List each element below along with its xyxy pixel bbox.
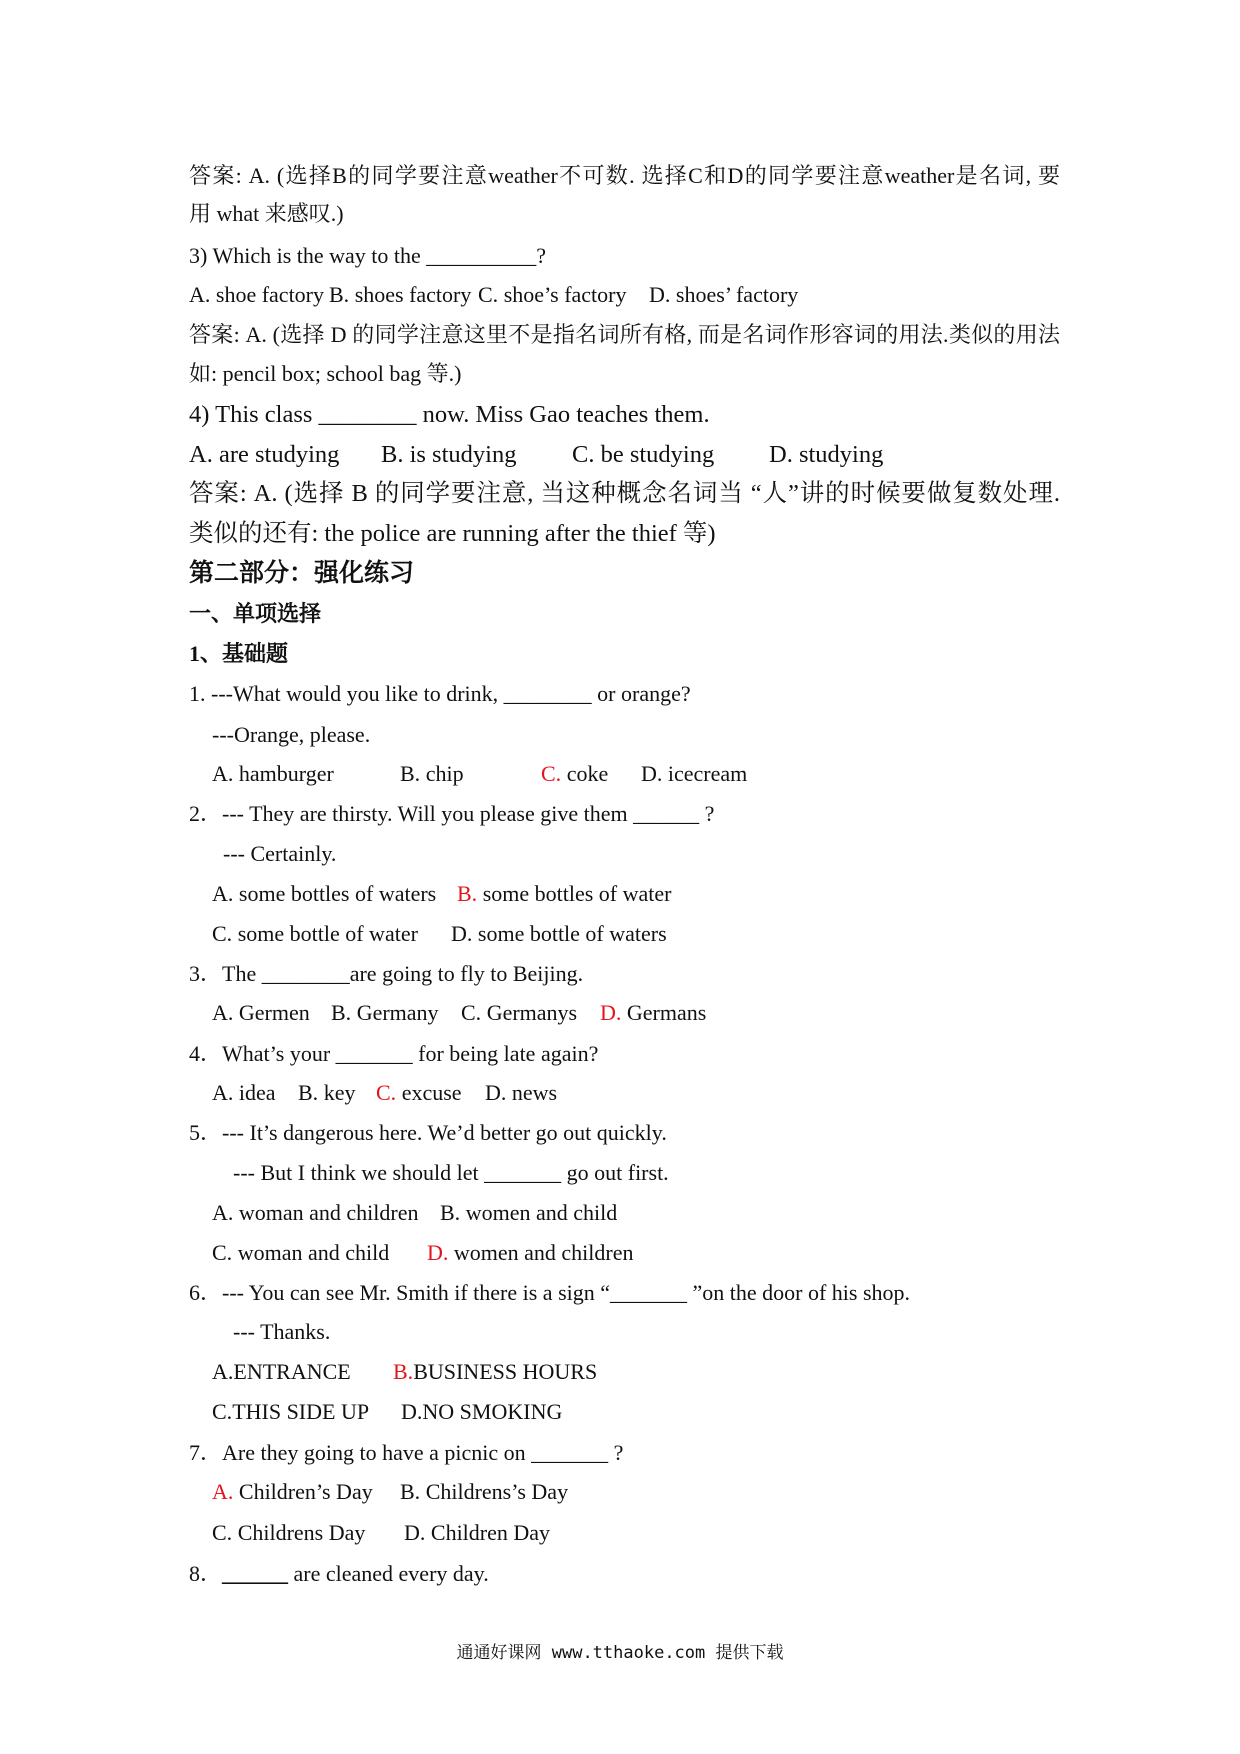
review-question-4 xyxy=(189,395,1060,435)
question-stem: --- You can see Mr. Smith if there is a sign “_______ ”on the door of his shop. xyxy=(222,1280,911,1305)
question-1 xyxy=(189,674,1060,714)
answer-explanation-line xyxy=(189,354,1060,394)
option-d xyxy=(769,435,883,475)
question-5-options-row-1 xyxy=(189,1193,1060,1233)
question-4 xyxy=(189,1034,1060,1074)
dialogue-reply: --- Thanks. xyxy=(233,1319,331,1344)
subsection-heading-text: 1、基础题 xyxy=(189,641,289,666)
option-text: Germans xyxy=(626,1000,707,1025)
option-letter: B. xyxy=(400,761,421,786)
option-letter: D. xyxy=(600,1000,622,1025)
explanation-text: 答案: A. (选择 D 的同学注意这里不是指名词所有格, 而是名词作形容词的用法.类似的用法 xyxy=(189,322,1060,347)
option-letter: A. xyxy=(212,1000,234,1025)
option-b xyxy=(457,874,671,914)
option-d xyxy=(401,1392,562,1432)
question-stem: Which is the way to the __________? xyxy=(212,243,547,268)
question-2-reply xyxy=(189,834,1060,874)
option-letter: B. xyxy=(457,881,478,906)
option-letter: A. xyxy=(212,1200,234,1225)
part-title-text: 第二部分：强化练习 xyxy=(189,560,415,587)
question-stem: --- They are thirsty. Will you please give them ______ ? xyxy=(222,801,715,826)
explanation-text: 如: pencil box; school bag 等.) xyxy=(189,361,462,386)
option-text: Children’s Day xyxy=(238,1479,373,1504)
explanation-text: 答案: A. (选择B的同学要注意weather不可数. 选择C和D的同学要注意weather是名词, 要 xyxy=(189,163,1060,188)
option-text: idea xyxy=(238,1080,276,1105)
answer-explanation-line xyxy=(189,514,1060,554)
option-text: some bottles of water xyxy=(482,881,672,906)
option-letter: C. xyxy=(212,1399,233,1424)
option-c xyxy=(478,275,626,315)
option-text: are studying xyxy=(218,441,340,468)
option-b xyxy=(381,435,516,475)
option-letter: D. xyxy=(401,1399,423,1424)
answer-explanation-line xyxy=(189,156,1060,196)
option-d xyxy=(404,1513,550,1553)
question-number: 7． xyxy=(189,1440,223,1465)
part-title xyxy=(189,554,1060,594)
option-text: some bottle of water xyxy=(237,921,418,946)
option-letter: C. xyxy=(572,441,595,468)
question-5-options-row-2 xyxy=(189,1233,1060,1273)
option-c xyxy=(212,914,418,954)
explanation-text: 用 what 来感叹.) xyxy=(189,201,344,226)
option-letter: B. xyxy=(381,441,404,468)
option-letter: D. xyxy=(427,1240,449,1265)
review-question-3 xyxy=(189,236,1060,276)
question-3-options xyxy=(189,993,1060,1033)
option-text: shoes’ factory xyxy=(675,282,799,307)
option-c xyxy=(572,435,714,475)
option-letter: B. xyxy=(331,1000,352,1025)
option-letter: B. xyxy=(440,1200,461,1225)
question-8 xyxy=(189,1554,1060,1594)
question-7-options-row-1 xyxy=(189,1472,1060,1512)
page-footer xyxy=(0,1633,1240,1673)
option-letter: C. xyxy=(212,1240,233,1265)
option-letter: C. xyxy=(212,1520,233,1545)
section-heading xyxy=(189,594,1060,634)
option-letter: A. xyxy=(212,1359,234,1384)
option-c xyxy=(212,1513,365,1553)
question-2-options-row-1 xyxy=(189,874,1060,914)
option-text: ENTRANCE xyxy=(233,1359,351,1384)
question-number: 8． xyxy=(189,1561,223,1586)
option-c xyxy=(212,1392,369,1432)
question-number: 4． xyxy=(189,1041,223,1066)
option-a xyxy=(212,874,436,914)
option-text: key xyxy=(323,1080,356,1105)
question-7-options-row-2 xyxy=(189,1513,1060,1553)
option-letter: A. xyxy=(212,881,234,906)
answer-explanation-line xyxy=(189,194,1060,234)
option-text: women and child xyxy=(465,1200,618,1225)
option-letter: B. xyxy=(400,1479,421,1504)
explanation-text: 类似的还有: the police are running after the thief 等) xyxy=(189,520,716,547)
option-text: is studying xyxy=(409,441,517,468)
question-number: 2． xyxy=(189,801,223,826)
option-letter: A. xyxy=(212,761,234,786)
option-a xyxy=(212,754,334,794)
review-question-4-options xyxy=(189,435,1060,475)
option-letter: C. xyxy=(541,761,562,786)
option-text: some bottle of waters xyxy=(477,921,667,946)
question-1-options xyxy=(189,754,1060,794)
option-letter: D. xyxy=(641,761,663,786)
answer-explanation-line xyxy=(189,474,1060,514)
section-heading-text: 一、单项选择 xyxy=(189,601,322,626)
explanation-text: 答案: A. (选择 B 的同学要注意, 当这种概念名词当 “人”讲的时候要做复数处理. xyxy=(189,480,1060,507)
option-text: chip xyxy=(425,761,464,786)
question-6-reply xyxy=(189,1312,1060,1352)
question-number: 5． xyxy=(189,1120,223,1145)
question-stem: --- It’s dangerous here. We’d better go out quickly. xyxy=(222,1120,667,1145)
option-c xyxy=(541,754,608,794)
option-d xyxy=(641,754,747,794)
question-number: 1. xyxy=(189,681,206,706)
question-6-options-row-1 xyxy=(189,1352,1060,1392)
option-text: shoe’s factory xyxy=(503,282,627,307)
question-6-options-row-2 xyxy=(189,1392,1060,1432)
question-7 xyxy=(189,1433,1060,1473)
option-d xyxy=(451,914,667,954)
review-question-3-options xyxy=(189,275,1060,315)
question-4-options xyxy=(189,1073,1060,1113)
option-a xyxy=(212,1073,276,1113)
option-letter: D. xyxy=(485,1080,507,1105)
option-text: women and children xyxy=(453,1240,634,1265)
option-b xyxy=(440,1193,617,1233)
option-text: coke xyxy=(566,761,609,786)
option-text: icecream xyxy=(667,761,748,786)
option-a xyxy=(189,275,324,315)
option-b xyxy=(329,275,471,315)
option-d xyxy=(427,1233,634,1273)
option-b xyxy=(298,1073,355,1113)
option-text: some bottles of waters xyxy=(238,881,437,906)
answer-blank: ______ xyxy=(222,1561,289,1586)
question-2-options-row-2 xyxy=(189,914,1060,954)
option-letter: D. xyxy=(451,921,473,946)
question-stem: This class ________ now. Miss Gao teaches them. xyxy=(215,401,710,428)
option-letter: B. xyxy=(329,282,350,307)
dialogue-reply: ---Orange, please. xyxy=(212,722,371,747)
option-a xyxy=(212,1352,351,1392)
option-letter: C. xyxy=(376,1080,397,1105)
option-text: THIS SIDE UP xyxy=(232,1399,370,1424)
option-text: NO SMOKING xyxy=(422,1399,563,1424)
option-letter: A. xyxy=(212,1080,234,1105)
question-number: 3． xyxy=(189,961,223,986)
option-a xyxy=(212,1472,373,1512)
option-letter: D. xyxy=(769,441,793,468)
option-b xyxy=(393,1352,597,1392)
option-b xyxy=(400,1472,568,1512)
option-b xyxy=(331,993,439,1033)
question-stem: The ________are going to fly to Beijing. xyxy=(222,961,584,986)
option-letter: D. xyxy=(649,282,671,307)
option-a xyxy=(212,993,310,1033)
option-text: BUSINESS HOURS xyxy=(413,1359,598,1384)
option-text: Germany xyxy=(356,1000,439,1025)
question-stem: ---What would you like to drink, ________ or orange? xyxy=(211,681,691,706)
dialogue-reply: --- But I think we should let _______ go out first. xyxy=(233,1160,669,1185)
subsection-heading xyxy=(189,634,1060,674)
option-d xyxy=(485,1073,557,1113)
option-text: studying xyxy=(798,441,884,468)
option-text: Children Day xyxy=(430,1520,551,1545)
option-text: hamburger xyxy=(238,761,334,786)
option-b xyxy=(400,754,464,794)
question-stem: are cleaned every day. xyxy=(293,1561,489,1586)
option-text: news xyxy=(511,1080,558,1105)
option-letter: A. xyxy=(189,282,211,307)
option-text: be studying xyxy=(600,441,715,468)
option-text: woman and child xyxy=(237,1240,390,1265)
option-text: Germanys xyxy=(486,1000,578,1025)
option-c xyxy=(212,1233,389,1273)
option-text: excuse xyxy=(401,1080,462,1105)
dialogue-reply: --- Certainly. xyxy=(223,841,337,866)
footer-text: 通通好课网 www.tthaoke.com 提供下载 xyxy=(456,1643,784,1663)
question-3 xyxy=(189,954,1060,994)
option-a xyxy=(189,435,339,475)
option-c xyxy=(461,993,577,1033)
option-letter: C. xyxy=(478,282,499,307)
question-number: 3) xyxy=(189,243,208,268)
option-text: Childrens’s Day xyxy=(425,1479,569,1504)
option-a xyxy=(212,1193,419,1233)
question-5-reply xyxy=(189,1153,1060,1193)
question-1-reply xyxy=(189,715,1060,755)
question-6 xyxy=(189,1273,1060,1313)
option-text: shoe factory xyxy=(215,282,325,307)
option-letter: D. xyxy=(404,1520,426,1545)
option-letter: A. xyxy=(212,1479,234,1504)
option-letter: B. xyxy=(298,1080,319,1105)
question-stem: Are they going to have a picnic on _______ ? xyxy=(222,1440,624,1465)
option-letter: C. xyxy=(461,1000,482,1025)
option-c xyxy=(376,1073,462,1113)
option-d xyxy=(649,275,798,315)
option-text: woman and children xyxy=(238,1200,419,1225)
option-text: shoes factory xyxy=(354,282,472,307)
answer-explanation-line xyxy=(189,315,1060,355)
question-number: 6． xyxy=(189,1280,223,1305)
question-number: 4) xyxy=(189,401,210,428)
option-text: Childrens Day xyxy=(237,1520,366,1545)
question-5 xyxy=(189,1113,1060,1153)
option-d xyxy=(600,993,706,1033)
question-stem: What’s your _______ for being late again? xyxy=(222,1041,599,1066)
question-2 xyxy=(189,794,1060,834)
option-text: Germen xyxy=(238,1000,310,1025)
option-letter: A. xyxy=(189,441,213,468)
option-letter: C. xyxy=(212,921,233,946)
option-letter: B. xyxy=(393,1359,414,1384)
